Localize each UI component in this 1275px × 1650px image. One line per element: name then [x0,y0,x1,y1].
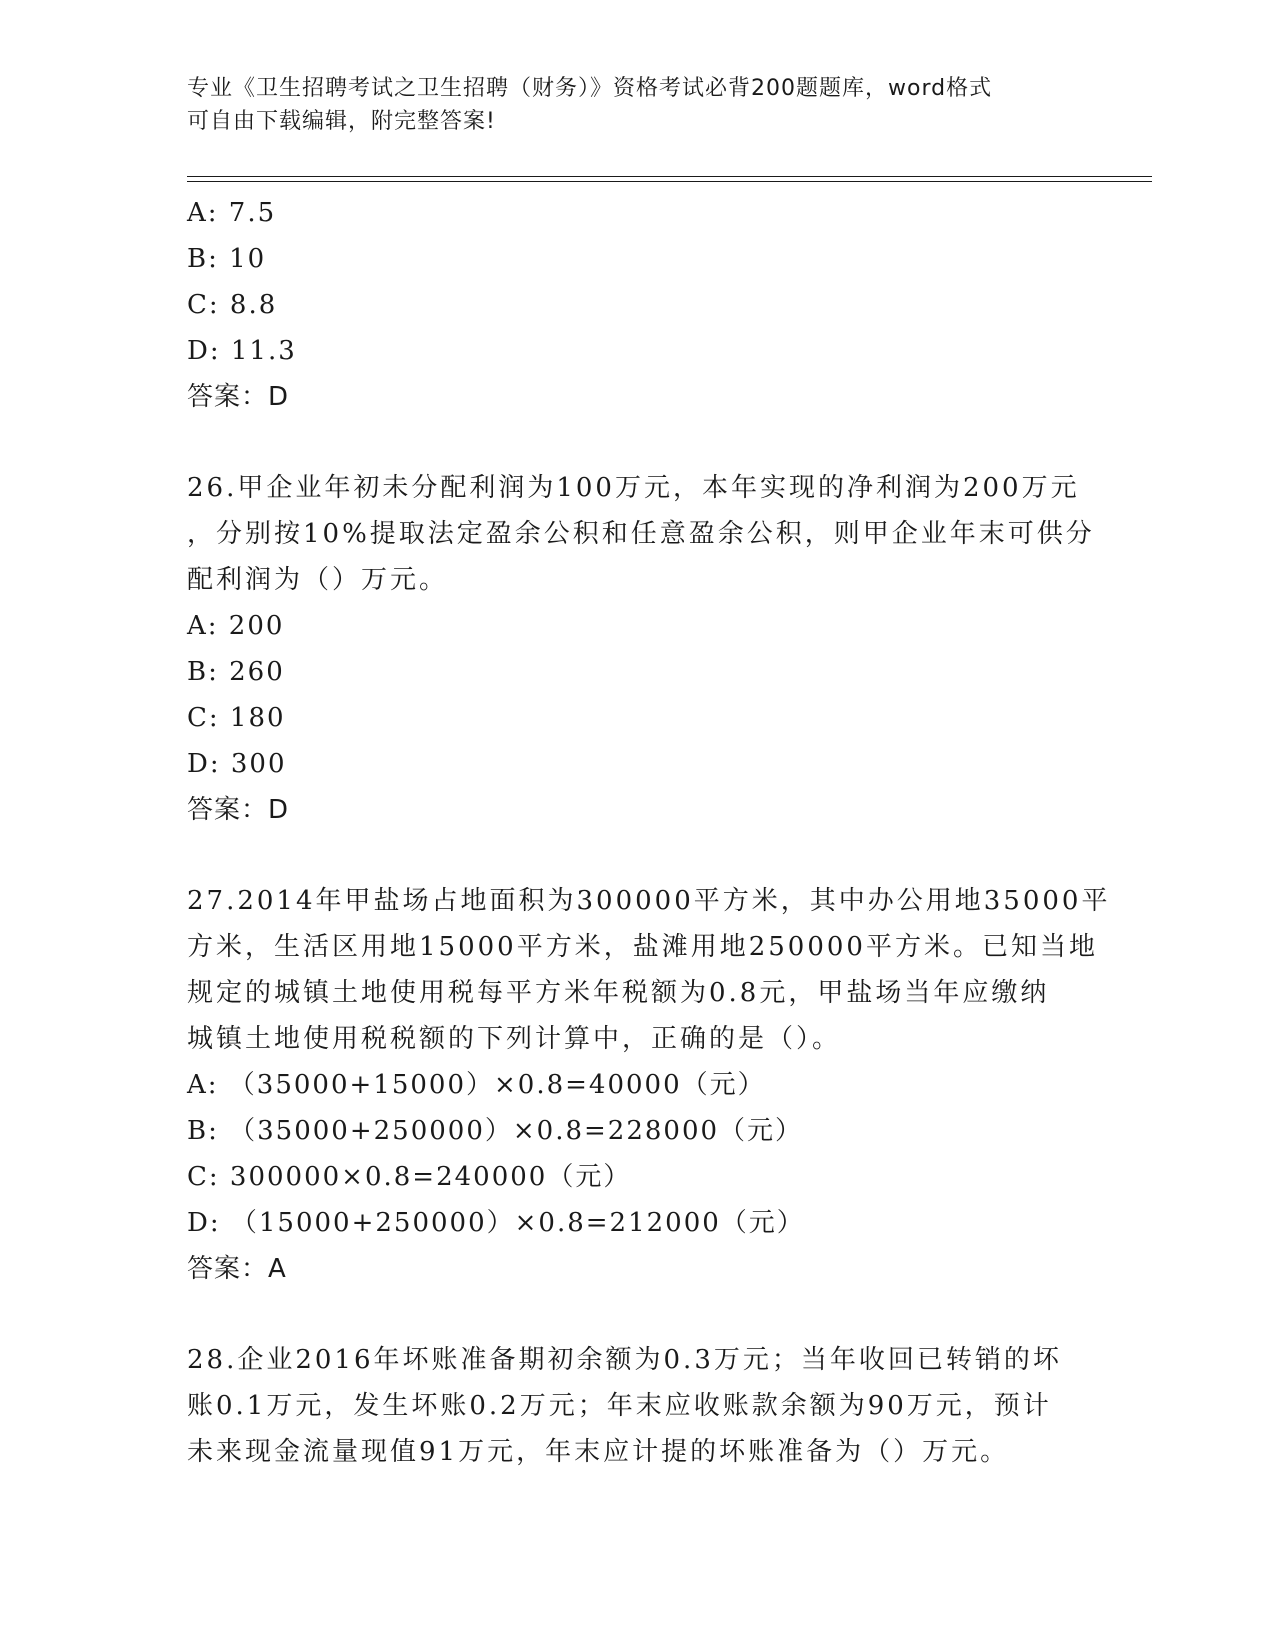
question-28 [187,1337,1087,1475]
question-text-line: ，分别按10%提取法定盈余公积和任意盈余公积，则甲企业年末可供分 [187,519,1095,549]
option-d: D: 300 [187,749,287,779]
question-text-line: 方米，生活区用地15000平方米，盐滩用地250000平方米。已知当地 [187,932,1098,962]
question-text-line: 28.企业2016年坏账准备期初余额为0.3万元；当年收回已转销的坏 [187,1345,1062,1375]
question-text-line: 配利润为（）万元。 [187,565,449,595]
answer-label: 答案：A [187,1254,287,1284]
question-list [187,190,1111,1475]
option-c: C: 8.8 [187,290,278,320]
option-a: A: （35000+15000）×0.8=40000（元） [187,1070,766,1100]
answer-label: 答案：D [187,795,290,825]
question-text [187,878,1111,1062]
option-c: C: 180 [187,703,286,733]
question-text-line: 未来现金流量现值91万元，年末应计提的坏账准备为（）万元。 [187,1437,1010,1467]
question-text-line: 26.甲企业年初未分配利润为100万元，本年实现的净利润为200万元 [187,473,1080,503]
header-divider-bottom [187,181,1152,182]
option-a: A: 200 [187,611,285,641]
question-text-line: 城镇土地使用税税额的下列计算中，正确的是（）。 [187,1024,842,1054]
question-text-line: 27.2014年甲盐场占地面积为300000平方米，其中办公用地35000平 [187,886,1111,916]
question-text [187,1337,1087,1475]
option-b: B: 10 [187,244,267,274]
header-divider-top [187,176,1152,177]
question-text-line: 规定的城镇土地使用税每平方米年税额为0.8元，甲盐场当年应缴纳 [187,978,1050,1008]
answer-label: 答案：D [187,382,290,412]
question-27 [187,878,1111,1292]
question-text-line: 账0.1万元，发生坏账0.2万元；年末应收账款余额为90万元，预计 [187,1391,1052,1421]
option-c: C: 300000×0.8=240000（元） [187,1162,632,1192]
option-a: A: 7.5 [187,198,277,228]
question-26 [187,465,1095,833]
document-header [187,72,1087,138]
question-text [187,465,1095,603]
option-b: B: （35000+250000）×0.8=228000（元） [187,1116,804,1146]
header-title-line-1: 专业《卫生招聘考试之卫生招聘（财务）》资格考试必背200题题库，word格式 [187,76,993,101]
option-d: D: （15000+250000）×0.8=212000（元） [187,1208,805,1238]
option-b: B: 260 [187,657,285,687]
option-d: D: 11.3 [187,336,297,366]
header-title-line-2: 可自由下载编辑，附完整答案! [187,109,496,134]
question-25 [187,190,1087,420]
